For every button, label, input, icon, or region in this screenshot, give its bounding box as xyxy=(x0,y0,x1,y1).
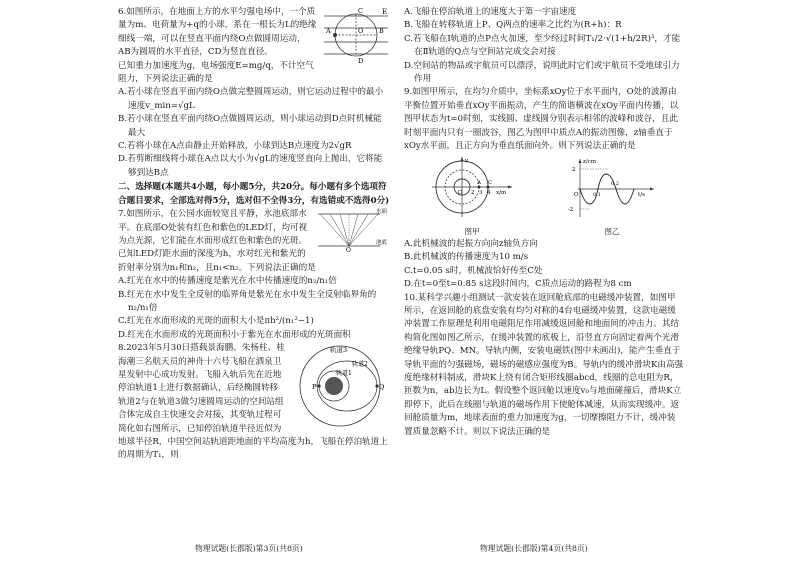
q6-option-c: C.若将小球在A点由静止开始释放，小球到达B点速度为2√gR xyxy=(118,141,352,152)
fig9a-label-y: y xyxy=(465,158,469,165)
figure-q9-a xyxy=(428,155,516,235)
fig6-label-o: O xyxy=(358,27,364,35)
q9-option-d: D.在t=0至t=0.85 s这段时间内，C质点运动的路程为8 cm xyxy=(404,279,632,290)
fig9b-tick-neg: -2 xyxy=(568,207,574,214)
fig9a-label-x: x/m xyxy=(496,190,507,197)
q9-option-c: C.t=0.05 s时，机械波恰好传至C处 xyxy=(404,265,543,276)
q6-stem-2: 已知重力加速度为g，电场强度E=mg/q，不计空气阻力，下列说法正确的是 xyxy=(118,60,314,85)
section-2-heading: 二、选择题(本题共4小题，每小题5分，共20分。每小题有多个选项符合题目要求，全部选对得5分，选对但不全得3分，有选错或不选得0分) xyxy=(118,182,390,206)
figure-q7 xyxy=(316,208,390,257)
fig9b-label-o: O xyxy=(574,192,579,199)
q9-option-a: A.此机械波的起振方向向z轴负方向 xyxy=(404,238,538,249)
fig6-label-c: C xyxy=(358,7,363,15)
fig8-label-q: Q xyxy=(379,383,385,392)
page-footer-right: 物理试题(长郡版)第4页(共8页) xyxy=(480,544,588,553)
fig9a-label-o: O xyxy=(458,190,463,197)
fig9a-caption: 图甲 xyxy=(464,226,480,236)
q6-option-d: D.若剪断细线将小球在A点以大小为√gL的速度竖直向上抛出，它将能够到达B点 xyxy=(118,154,383,178)
fig9a-label-a: A xyxy=(477,180,481,187)
q8-option-a: A.飞船在停泊轨道上的速度大于第一宇宙速度 xyxy=(404,7,577,17)
q9-option-b: B.此机械波的传播速度为10 m/s xyxy=(404,252,529,263)
fig8-label-orbit2: 轨道2 xyxy=(352,361,368,369)
fig6-label-e: E xyxy=(382,8,388,16)
q8-option-b: B.飞船在转移轨道上P、Q两点的速率之比约为(R+h)：R xyxy=(404,20,622,31)
fig6-label-d: D xyxy=(358,57,364,64)
fig9b-tick-01: 0.1 xyxy=(593,192,601,199)
fig9a-tick-4: 4 xyxy=(487,190,491,197)
q7-option-a: A.红光在水中的传播速度是紫光在水中传播速度的n₂/n₁倍 xyxy=(118,276,337,287)
fig9a-label-c: C xyxy=(488,180,493,187)
fig8-label-p: P xyxy=(312,383,317,392)
fig9b-caption: 图乙 xyxy=(604,226,620,236)
page-footer-left: 物理试题(长郡版)第3页(共8页) xyxy=(195,544,303,553)
q8-stem: 8.2023年5月30日搭载景海鹏、朱杨柱、桂海潮三名航天员的神舟十六号飞船在酒泉卫星发射中心成功发射。飞船入轨后先在近地停泊轨道1上进行数据确认，后经椭圆转移轨道2与在轨道3做匀速圆周运动的空间站组合体完成自主快速交会对接，其变轨过程可简化如右图所示，已知停泊轨道半径近似为地球半径R，中国空间站轨道距地面的平均高度为h，飞船在停泊轨道上的周期为T₁，则 xyxy=(118,343,388,461)
q7-stem: 7.如图所示，在公园水面较宽且平静，水池底部水平。在底部O处装有红色和紫色的LED灯，均可视为点光源，它们能在水面形成红色和紫色的光斑。已知LED灯距水面的深度为h，水对红光和紫光的折射率分别为n₁和n₂，且n₁<n₂。下列说法正确的是 xyxy=(118,209,316,273)
q8-option-c: C.若飞船在Ⅰ轨道的点P点火加速，至少经过时间T₁/2·√(1+h/2R)³，才能在Ⅱ轨道的Q点与空间站完成交会对接 xyxy=(404,33,681,58)
fig9b-label-z: z/cm xyxy=(583,159,597,166)
fig7-label-bottom: 池底 xyxy=(376,240,388,247)
fig8-label-orbit3: 轨道3 xyxy=(330,346,348,355)
fig9b-tick-02: 0.2 xyxy=(611,181,619,188)
right-column xyxy=(404,6,684,439)
fig9a-tick-2: 2 xyxy=(471,190,475,197)
figure-q6 xyxy=(322,6,390,69)
q6-option-a: A.若小球在竖直平面内绕O点做完整圆周运动，则它运动过程中的最小速度v_min=√gL xyxy=(118,87,384,111)
fig9b-label-t: t/s xyxy=(638,192,645,199)
q9-stem: 9.如图甲所示，在均匀介质中，坐标系xOy位于水平面内，O处的波源由平衡位置开始垂直xOy平面振动，产生的简谐横波在xOy平面内传播，以图甲状态为t=0时刻，实线圆、虚线圆分别表示相邻的波峰和波谷，且此时刻平面内只有一圈波谷，图乙为图甲中质点A的振动图像，z轴垂直于xOy水平面，且正方向为垂直纸面向外。则下列说法正确的是 xyxy=(404,87,679,152)
fig9a-tick-3: 3 xyxy=(479,190,483,197)
fig6-label-a: A xyxy=(326,27,331,35)
figure-q8 xyxy=(290,342,390,433)
fig6-label-b: B xyxy=(379,27,384,35)
fig8-label-orbit1: 轨道1 xyxy=(336,370,352,378)
left-column xyxy=(118,6,390,463)
q7-option-b: B.红光在水中发生全反射的临界角是紫光在水中发生全反射临界角的n₂/n₁倍 xyxy=(118,289,377,313)
q8-option-d: D.空间站的物品或宇航员可以漂浮，说明此时它们或宇航员不受地球引力作用 xyxy=(404,60,680,85)
q6-stem-1: 6.如图所示，在地面上方的水平匀强电场中，一个质量为m、电荷量为+q的小球，系在一根长为L的绝缘细线一端，可以在竖直平面内绕O点做圆周运动，AB为圆周的水平直径，CD为竖直直径。 xyxy=(118,7,317,58)
q6-option-b: B.若小球在竖直平面内绕O点做圆周运动，则小球运动到D点时机械能最大 xyxy=(118,114,382,138)
q10-stem: 10.某科学兴趣小组测试一款安装在返回舱底部的电磁缓冲装置，如图甲所示，在返回舱的底盘安装有均匀对称的4台电磁缓冲装置，这款电磁缓冲装置工作原理是利用电磁阻尼作用减缓返回舱和地面间的冲击力。其结构简化图如图乙所示，在缓冲装置的底板上，沿竖直方向固定着两个光滑绝缘导轨PQ、MN。导轨内侧，安装电磁铁(图中未画出)，能产生垂直于导轨平面的匀强磁场，磁场的磁感应强度为B。导轨内的缓冲滑块K由高强度绝缘材料制成，滑块K上绕有闭合矩形线圈abcd，线圈的总电阻为R，匝数为n，ab边长为L。假设整个返回舱以速度v₀与地面碰撞后，滑块K立即停下，此后在线圈与轨道的磁场作用下使舱体减速，从而实现缓冲。返回舱质量为m，地球表面的重力加速度为g，一切摩擦阻力不计，缓冲装置质量忽略不计。则以下说法正确的是 xyxy=(404,292,684,437)
figure-q9-b xyxy=(564,155,660,235)
fig7-label-surface: 水面 xyxy=(376,209,388,216)
q7-option-d: D.红光在水面形成的光斑面积小于紫光在水面形成的光斑面积 xyxy=(118,329,351,340)
fig7-label-o: O xyxy=(346,247,351,253)
fig9b-tick-pos: 2 xyxy=(572,167,576,174)
figure-q9 xyxy=(404,155,684,235)
q7-option-c: C.红光在水面形成的光斑的面积大小是πh²/(n₁²−1) xyxy=(118,316,314,327)
